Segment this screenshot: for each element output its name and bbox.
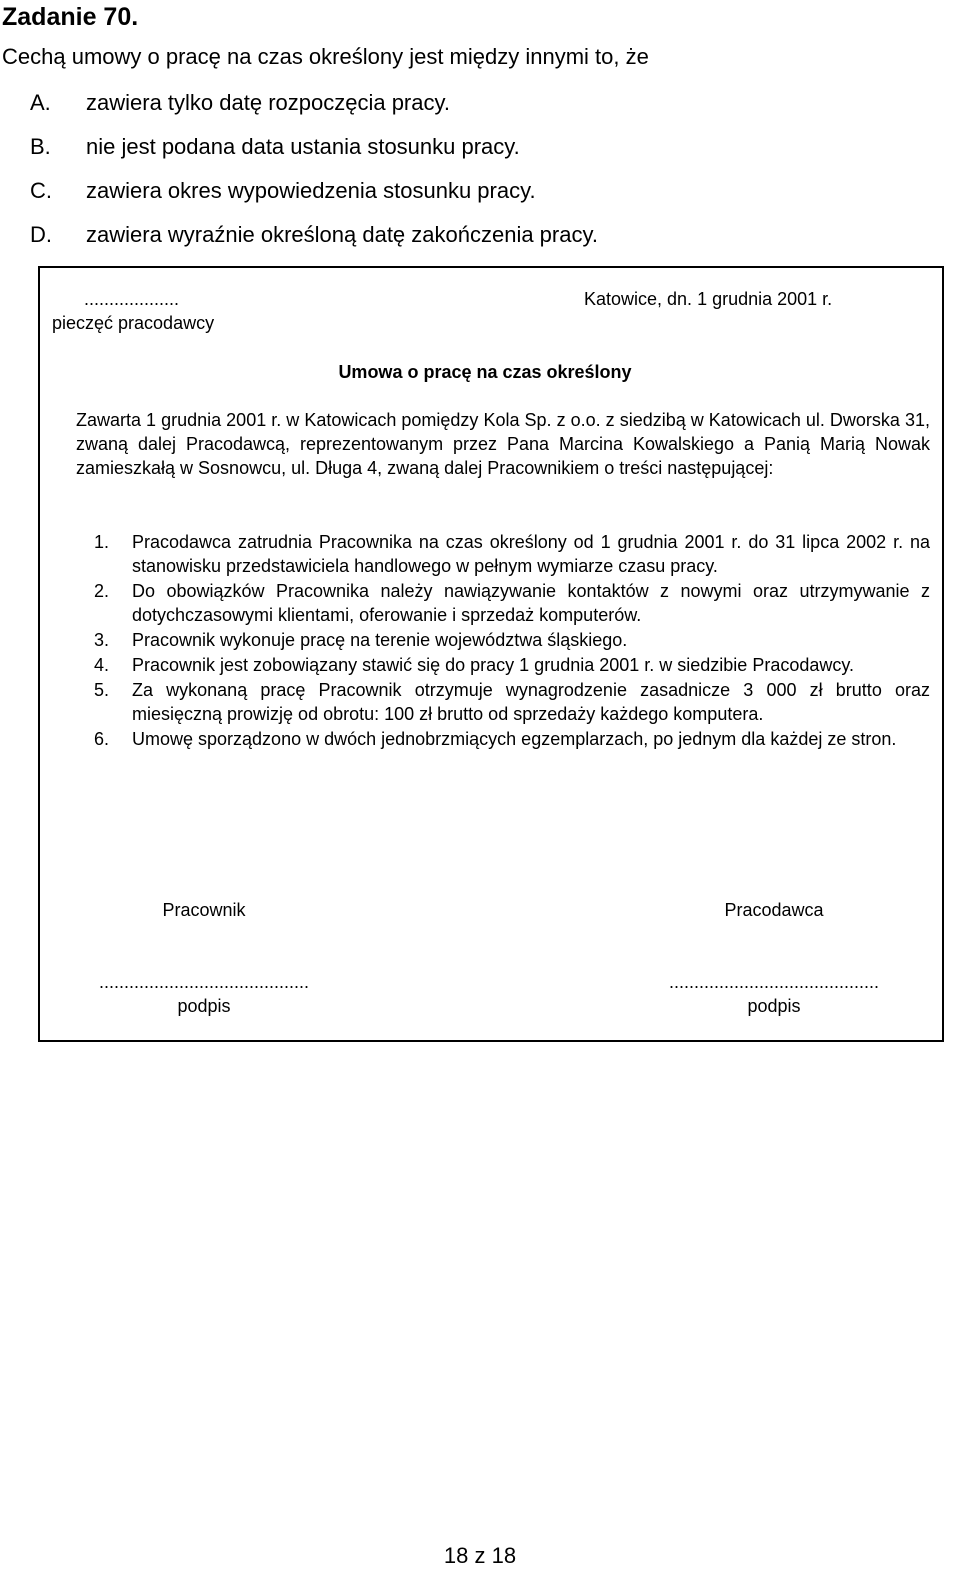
answer-text: nie jest podana data ustania stosunku pracy. <box>86 134 520 159</box>
page-number: 18 z 18 <box>443 1543 517 1568</box>
contract-term <box>76 678 930 726</box>
answer-option-b <box>2 132 902 176</box>
stamp-label: pieczęć pracodawcy <box>52 313 215 333</box>
answer-text: zawiera tylko datę rozpoczęcia pracy. <box>86 90 450 115</box>
signature-employee <box>74 898 334 1018</box>
signature-label: podpis <box>747 996 801 1016</box>
answer-text: zawiera wyraźnie określoną datę zakończenia pracy. <box>86 222 598 247</box>
signature-label: podpis <box>177 996 231 1016</box>
answer-letter: B. <box>30 134 51 159</box>
term-number: 6. <box>94 729 110 749</box>
answer-option-c <box>2 176 902 220</box>
contract-intro: Zawarta 1 grudnia 2001 r. w Katowicach pomiędzy Kola Sp. z o.o. z siedzibą w Katowicach ul. Dworska 31, zwaną dalej Pracodawcą, reprezentowanym przez Pana Marcina Kowalskiego a Panią Marią Nowak zamieszkałą w Sosnowcu, ul. Długa 4, zwaną dalej Pracownikiem o treści następującej: <box>76 410 930 478</box>
answer-list <box>2 88 902 264</box>
term-number: 3. <box>94 630 110 650</box>
place-date: Katowice, dn. 1 grudnia 2001 r. <box>584 289 833 309</box>
signature-line: .......................................... <box>668 972 880 992</box>
task-question: Cechą umowy o pracę na czas określony jest między innymi to, że <box>2 44 649 69</box>
contract-title: Umowa o pracę na czas określony <box>338 362 632 382</box>
answer-option-d <box>2 220 902 264</box>
contract-term <box>76 727 930 751</box>
task-title: Zadanie 70. <box>2 3 139 31</box>
answer-letter: D. <box>30 222 52 247</box>
term-number: 5. <box>94 680 110 700</box>
term-text: Za wykonaną pracę Pracownik otrzymuje wynagrodzenie zasadnicze 3 000 zł brutto oraz miesięczną prowizję od obrotu: 100 zł brutto od sprzedaży każdego komputera. <box>132 680 930 724</box>
signature-employer <box>644 898 904 1018</box>
answer-option-a <box>2 88 902 132</box>
stamp-placeholder: ................... <box>84 289 180 309</box>
term-text: Pracownik wykonuje pracę na terenie województwa śląskiego. <box>132 630 628 650</box>
signature-role: Pracodawca <box>724 900 824 920</box>
term-number: 2. <box>94 581 110 601</box>
contract-term <box>76 653 930 677</box>
contract-terms <box>76 530 930 752</box>
answer-text: zawiera okres wypowiedzenia stosunku pracy. <box>86 178 536 203</box>
answer-letter: A. <box>30 90 51 115</box>
answer-letter: C. <box>30 178 52 203</box>
term-text: Umowę sporządzono w dwóch jednobrzmiących egzemplarzach, po jednym dla każdej ze stron. <box>132 729 897 749</box>
term-text: Pracodawca zatrudnia Pracownika na czas określony od 1 grudnia 2001 r. do 31 lipca 2002 r. na stanowisku przedstawiciela handlowego w pełnym wymiarze czasu pracy. <box>132 532 930 576</box>
term-number: 4. <box>94 655 110 675</box>
contract-term <box>76 530 930 578</box>
contract-document <box>38 266 944 1042</box>
contract-term <box>76 628 930 652</box>
term-text: Pracownik jest zobowiązany stawić się do pracy 1 grudnia 2001 r. w siedzibie Pracodawcy. <box>132 655 855 675</box>
term-text: Do obowiązków Pracownika należy nawiązywanie kontaktów z nowymi oraz utrzymywanie z dotychczasowymi klientami, oferowanie i sprzedaż komputerów. <box>132 581 930 625</box>
contract-term <box>76 579 930 627</box>
term-number: 1. <box>94 532 110 552</box>
signature-role: Pracownik <box>162 900 246 920</box>
signature-line: .......................................... <box>98 972 310 992</box>
